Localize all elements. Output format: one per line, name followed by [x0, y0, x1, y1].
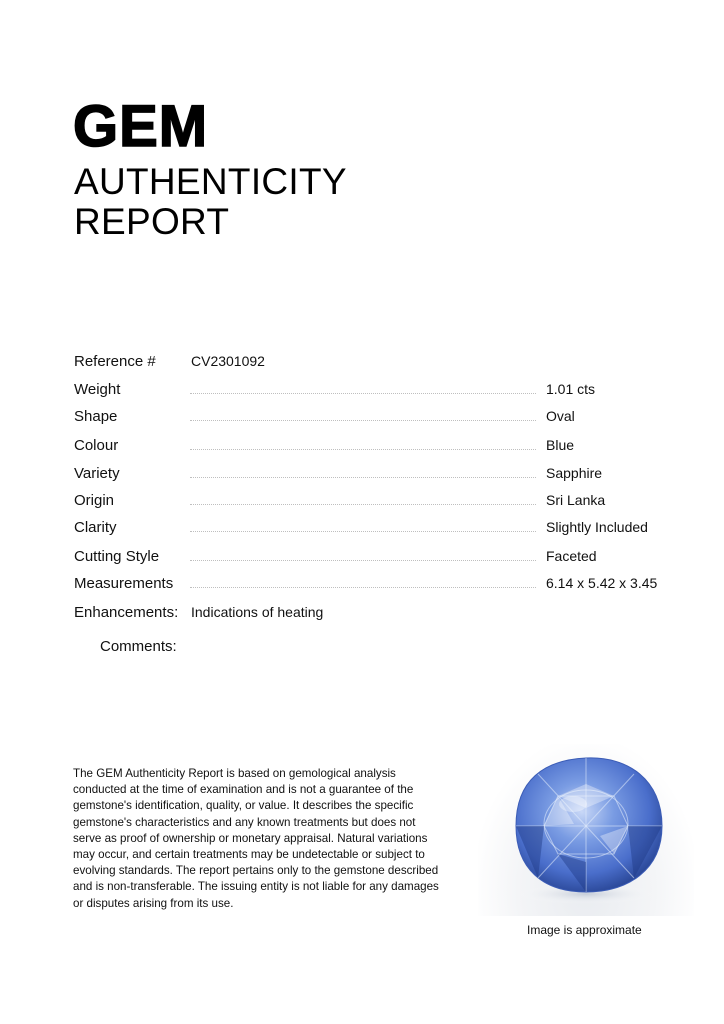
report-title: GEM — [73, 94, 209, 159]
field-label: Clarity — [74, 519, 117, 536]
field-colour — [74, 437, 674, 457]
sapphire-gem-icon — [478, 744, 694, 916]
disclaimer-text: The GEM Authenticity Report is based on gemological analysis conducted at the time of examination and is not a guarantee of the gemstone's identification, quality, or value. It describes the specific gemstone's characteristics and any known treatments but does not serve as proof of ownership or monetary appraisal. Natural variations may occur, and certain treatments may be undetectable or subject to evolving standards. The report pertains only to the gemstone described and is non-transferable. The issuing entity is not liable for any damages or disputes arising from its use. — [73, 767, 439, 910]
report-subtitle-line1: AUTHENTICITY — [74, 161, 347, 202]
dotted-leader — [190, 560, 536, 561]
field-value: Indications of heating — [191, 604, 324, 620]
field-value: 6.14 x 5.42 x 3.45 — [546, 575, 658, 591]
field-value: CV2301092 — [191, 353, 265, 369]
field-label: Weight — [74, 381, 121, 398]
field-label: Shape — [74, 408, 118, 425]
comments-label: Comments: — [100, 638, 177, 655]
field-label: Reference # — [74, 353, 156, 370]
field-value: Oval — [546, 408, 575, 424]
image-caption: Image is approximate — [527, 923, 642, 937]
field-shape — [74, 408, 674, 428]
field-weight — [74, 381, 674, 401]
field-clarity — [74, 519, 674, 539]
field-label: Variety — [74, 465, 120, 482]
field-variety — [74, 465, 674, 485]
field-value: Faceted — [546, 548, 597, 564]
dotted-leader — [190, 420, 536, 421]
field-reference — [74, 353, 674, 373]
field-measurements — [74, 575, 674, 595]
dotted-leader — [190, 531, 536, 532]
field-value: Blue — [546, 437, 575, 453]
field-value: Sapphire — [546, 465, 603, 481]
field-value: Sri Lanka — [546, 492, 606, 508]
field-label: Measurements — [74, 575, 174, 592]
dotted-leader — [190, 449, 536, 450]
field-label: Enhancements: — [74, 604, 179, 621]
field-origin — [74, 492, 674, 512]
field-label: Colour — [74, 437, 119, 454]
dotted-leader — [190, 504, 536, 505]
field-value: 1.01 cts — [546, 381, 596, 397]
gem-image — [478, 744, 694, 916]
report-subtitle-line2: REPORT — [74, 201, 230, 242]
field-enhancements — [74, 604, 674, 624]
field-value: Slightly Included — [546, 519, 648, 535]
field-cutting-style — [74, 548, 674, 568]
dotted-leader — [190, 393, 536, 394]
dotted-leader — [190, 587, 536, 588]
field-label: Cutting Style — [74, 548, 160, 565]
field-label: Origin — [74, 492, 115, 509]
dotted-leader — [190, 477, 536, 478]
